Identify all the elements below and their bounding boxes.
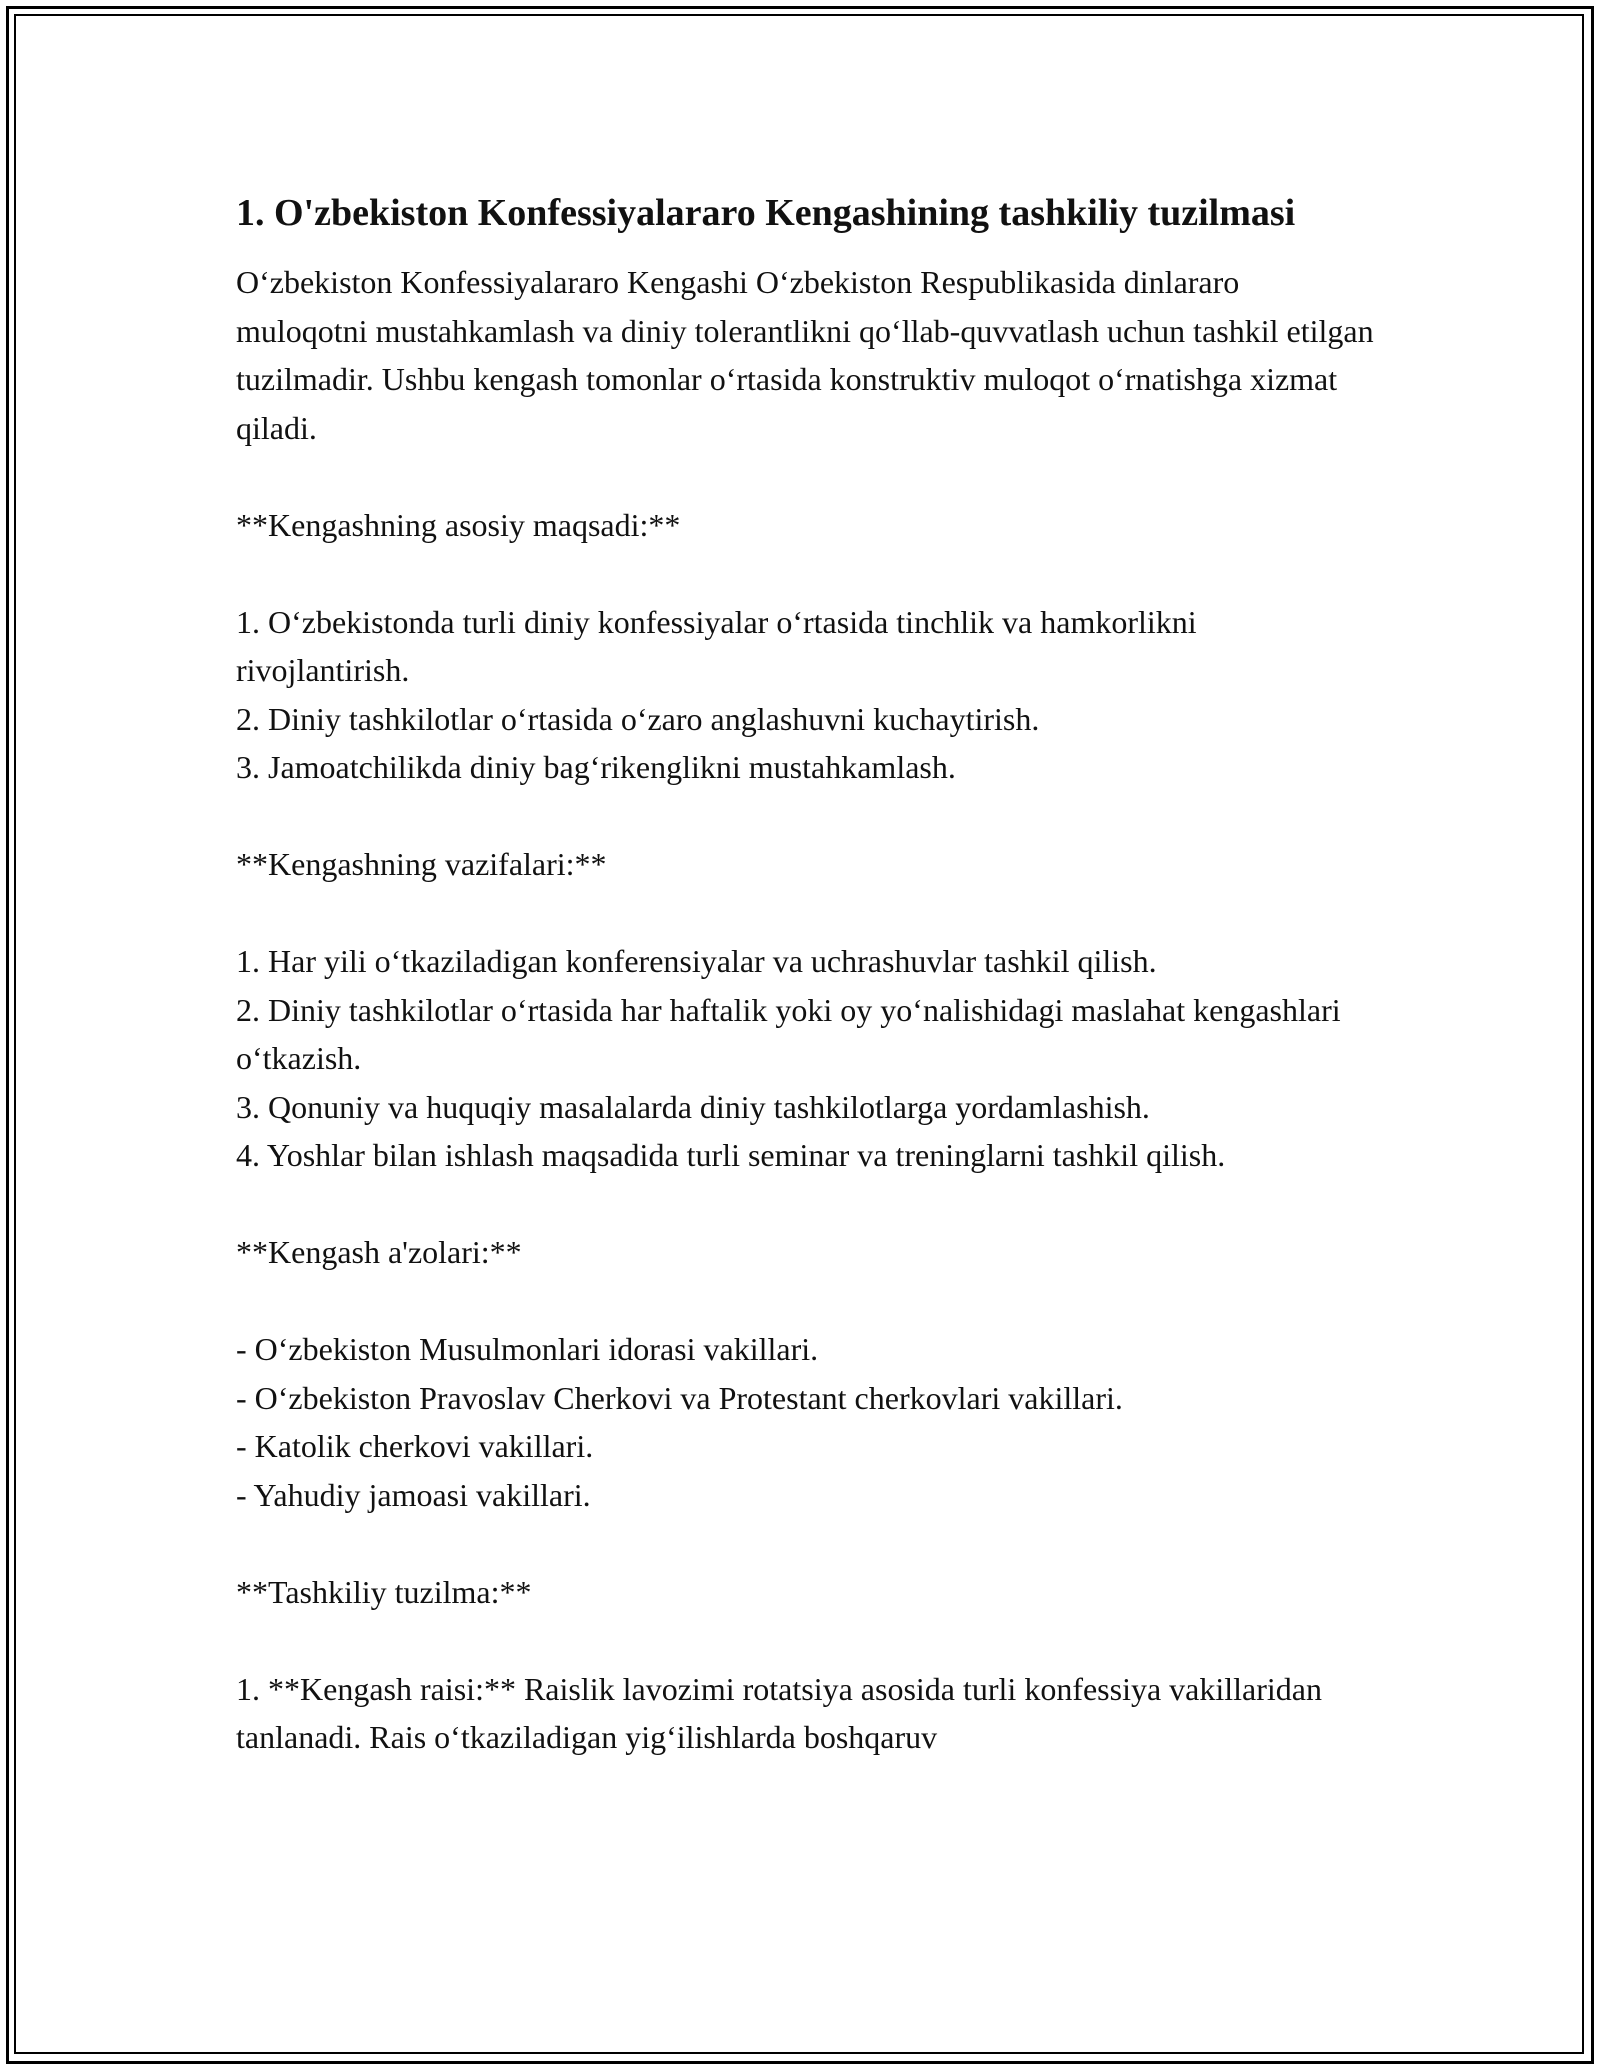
task-item: 1. Har yili o‘tkaziladigan konferensiyalar va uchrashuvlar tashkil qilish. — [236, 943, 1157, 979]
spacer — [236, 1519, 1376, 1568]
tasks-heading: **Kengashning vazifalari:** — [236, 846, 607, 882]
goals-heading: **Kengashning asosiy maqsadi:** — [236, 506, 681, 543]
member-item: - Katolik cherkovi vakillari. — [236, 1428, 594, 1464]
spacer — [236, 1616, 1376, 1665]
document-title: 1. O'zbekiston Konfessiyalararo Kengashining tashkiliy tuzilmasi — [236, 192, 1296, 234]
task-item: 4. Yoshlar bilan ishlash maqsadida turli seminar va treninglarni tashkil qilish. — [236, 1137, 1226, 1173]
document-body — [236, 186, 1382, 1762]
structure-heading: **Tashkiliy tuzilma:** — [236, 1573, 532, 1610]
goal-item: 1. O‘zbekistonda turli diniy konfessiyalar o‘rtasida tinchlik va hamkorlikni rivojlantirish. — [236, 603, 1205, 688]
spacer — [236, 549, 1376, 598]
spacer — [236, 889, 1376, 938]
goal-item: 3. Jamoatchilikda diniy bag‘rikenglikni mustahkamlash. — [236, 749, 956, 785]
member-item: - O‘zbekiston Musulmonlari idorasi vakillari. — [236, 1331, 819, 1367]
intro-paragraph: O‘zbekiston Konfessiyalararo Kengashi O‘zbekiston Respublikasida dinlararo muloqotni mustahkamlash va diniy tolerantlikni qo‘llab-quvvatlash uchun tashkil etilgan tuzilmadir. Ushbu kengash tomonlar o‘rtasida konstruktiv muloqot o‘rnatishga xizmat qiladi. — [236, 264, 1382, 446]
spacer — [236, 1180, 1376, 1229]
member-item: - Yahudiy jamoasi vakillari. — [236, 1476, 591, 1513]
goal-item: 2. Diniy tashkilotlar o‘rtasida o‘zaro anglashuvni kuchaytirish. — [236, 700, 1040, 737]
spacer — [236, 1277, 1376, 1326]
members-heading: **Kengash a'zolari:** — [236, 1234, 522, 1270]
structure-item: 1. **Kengash raisi:** Raislik lavozimi rotatsiya asosida turli konfessiya vakillaridan tanlanadi. Rais o‘tkaziladigan yig‘ilishlarda boshqaruv — [236, 1670, 1330, 1755]
member-item: - O‘zbekiston Pravoslav Cherkovi va Protestant cherkovlari vakillari. — [236, 1379, 1123, 1416]
spacer — [236, 452, 1376, 501]
task-item: 3. Qonuniy va huquqiy masalalarda diniy tashkilotlarga yordamlashish. — [236, 1088, 1150, 1125]
spacer — [236, 792, 1376, 841]
task-item: 2. Diniy tashkilotlar o‘rtasida har haftalik yoki oy yo‘nalishidagi maslahat kengashlari o‘tkazish. — [236, 991, 1349, 1076]
